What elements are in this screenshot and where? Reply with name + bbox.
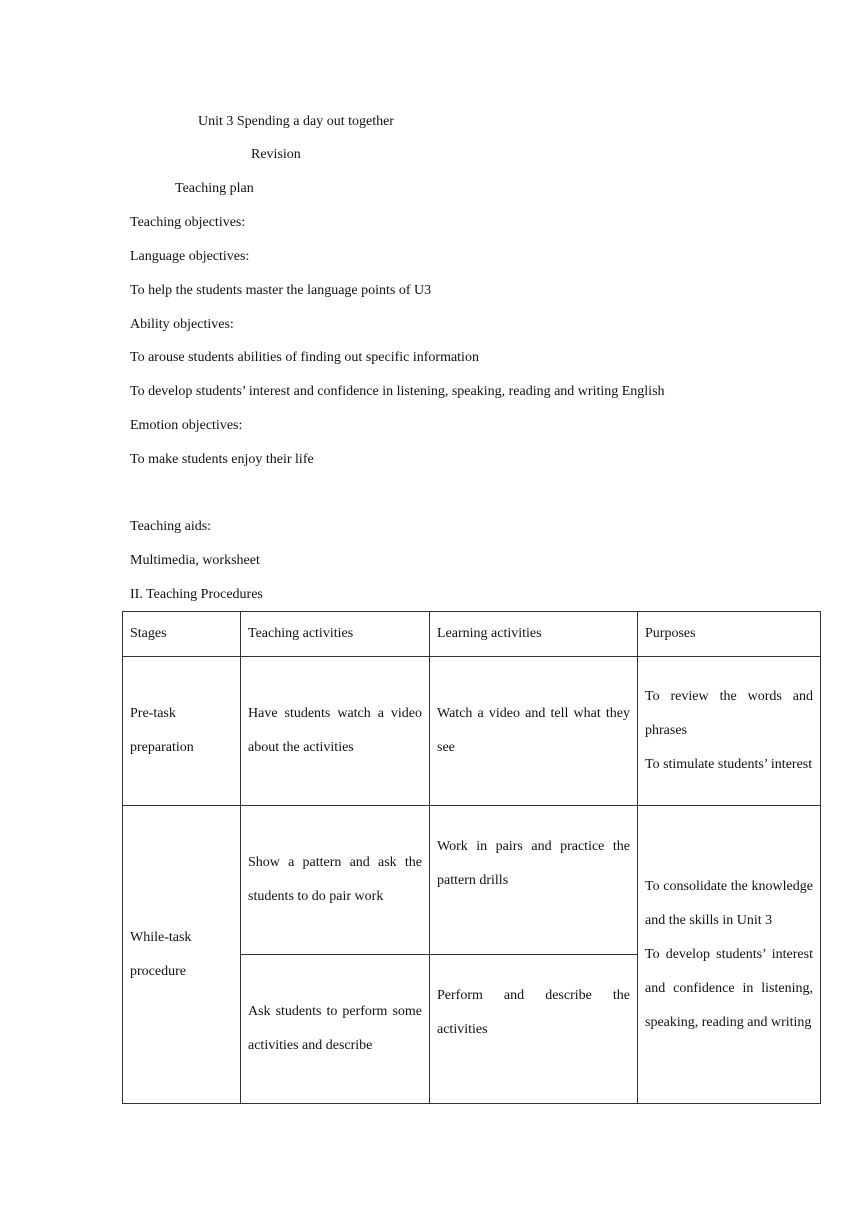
language-objective-item: To help the students master the language points of U3 <box>130 283 432 298</box>
purpose-cell <box>638 657 821 806</box>
procedures-heading: II. Teaching Procedures <box>130 587 263 602</box>
teaching-activity-cell: Have students watch a video about the activities <box>241 657 430 806</box>
table-row <box>123 657 821 806</box>
column-header-stages: Stages <box>123 612 241 657</box>
learning-activity-cell: Perform and describe the activities <box>430 955 638 1104</box>
learning-activity-cell: Watch a video and tell what they see <box>430 657 638 806</box>
emotion-objective-item: To make students enjoy their life <box>130 452 314 467</box>
purpose-cell <box>638 806 821 1104</box>
plan-label: Teaching plan <box>175 181 254 196</box>
emotion-objectives-heading: Emotion objectives: <box>130 418 243 433</box>
ability-objective-item: To arouse students abilities of finding out specific information <box>130 350 479 365</box>
language-objectives-heading: Language objectives: <box>130 249 250 264</box>
teaching-activity-cell: Ask students to perform some activities and describe <box>241 955 430 1104</box>
purpose-text: To develop students’ interest and confidence in listening, speaking, reading and writing <box>645 946 813 1030</box>
objectives-heading: Teaching objectives: <box>130 215 246 230</box>
column-header-learning-activities: Learning activities <box>430 612 638 657</box>
learning-activity-cell: Work in pairs and practice the pattern drills <box>430 806 638 955</box>
table-row <box>123 806 821 955</box>
table-header-row <box>123 612 821 657</box>
stage-cell: Pre-task preparation <box>123 657 241 806</box>
purpose-text: To review the words and phrases <box>645 689 813 738</box>
stage-cell: While-task procedure <box>123 806 241 1104</box>
purpose-text: To consolidate the knowledge and the skills in Unit 3 <box>645 878 813 928</box>
teaching-activity-cell: Show a pattern and ask the students to do pair work <box>241 806 430 955</box>
purpose-text: To stimulate students’ interest <box>645 757 813 772</box>
document-title: Unit 3 Spending a day out together <box>198 114 394 129</box>
column-header-purposes: Purposes <box>638 612 821 657</box>
procedures-table <box>122 611 821 1104</box>
document-subtitle: Revision <box>251 147 301 162</box>
ability-objective-item: To develop students’ interest and confidence in listening, speaking, reading and writing English <box>130 384 665 399</box>
teaching-aids-value: Multimedia, worksheet <box>130 553 260 568</box>
ability-objectives-heading: Ability objectives: <box>130 317 234 332</box>
column-header-teaching-activities: Teaching activities <box>241 612 430 657</box>
teaching-aids-heading: Teaching aids: <box>130 519 212 534</box>
